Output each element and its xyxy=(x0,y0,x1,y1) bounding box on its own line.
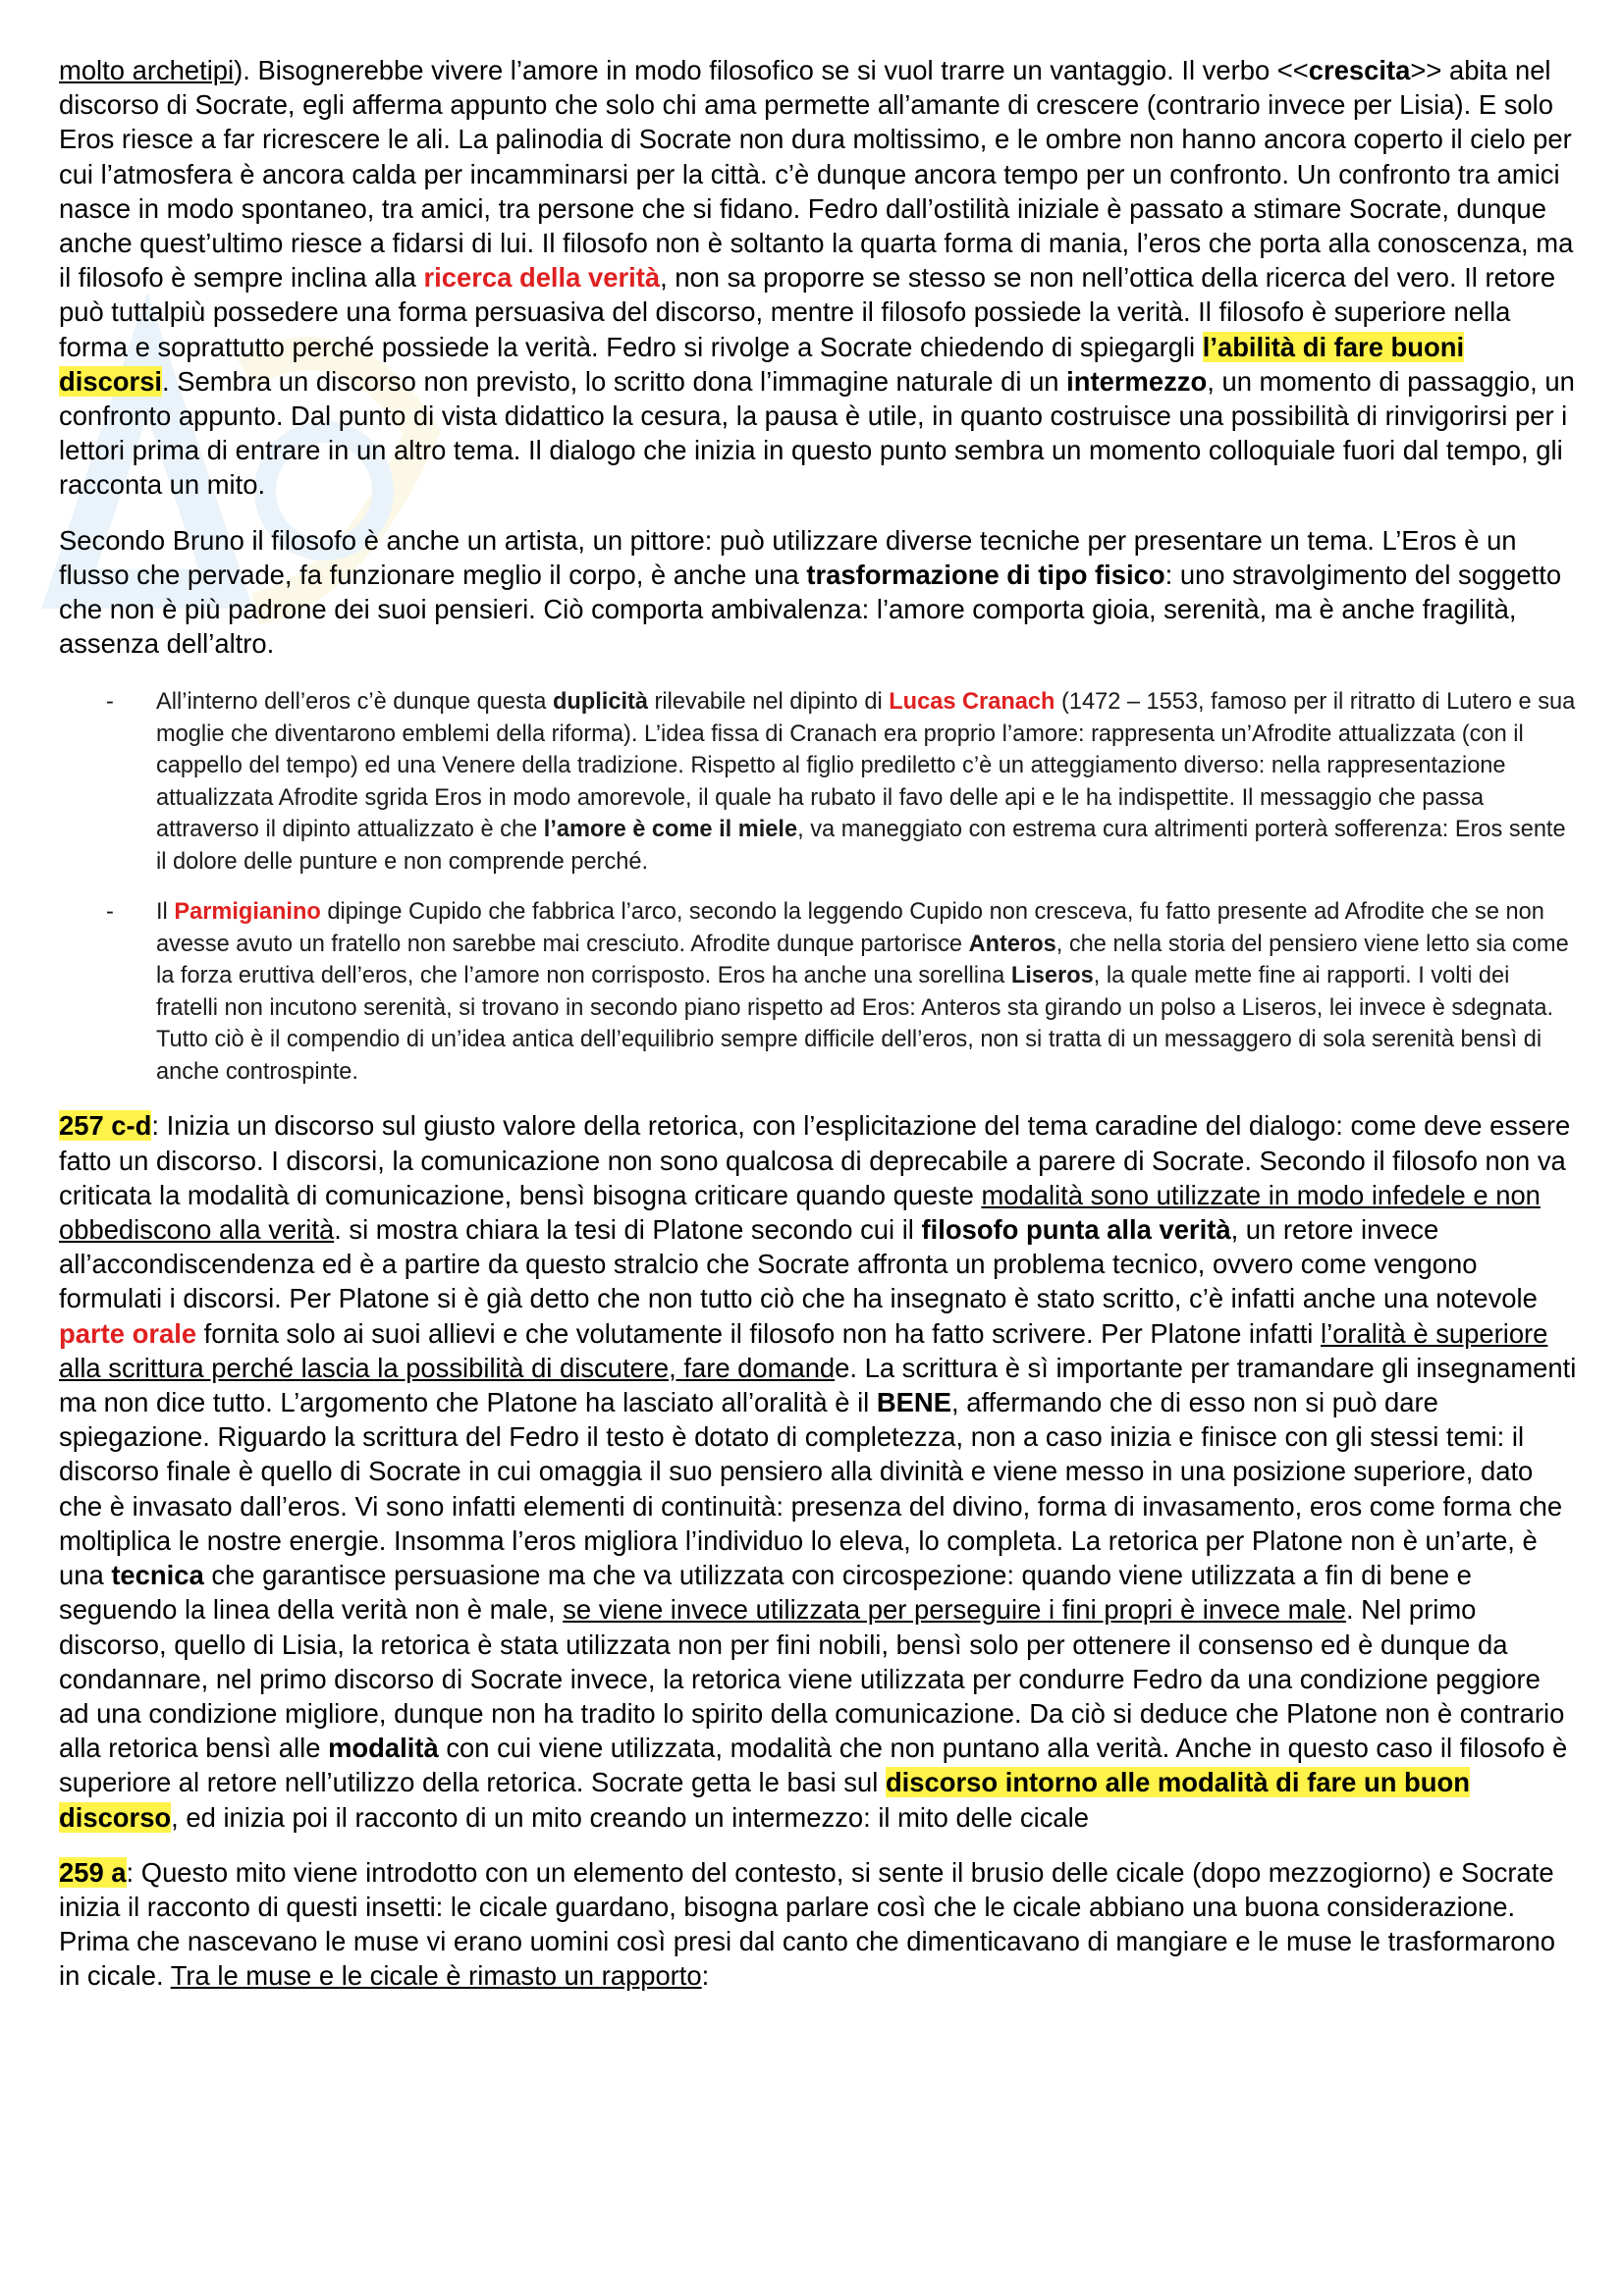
text-span: fornita solo ai suoi allievi e che volutamente il filosofo non ha fatto scrivere. Per Platone infatti xyxy=(196,1317,1321,1349)
text-span: : xyxy=(701,1960,710,1992)
text-span: , la quale mette fine ai rapporti. I volti dei fratelli non incutono serenità, si trovano in secondo piano rispetto ad Eros: Anteros sta girando un polso a Liseros, lei invece è sdegnata. Tutto ciò è il compendio di un’idea antica dell’equilibrio sempre difficile dell’eros, non si tratta di un messaggero di sola serenità bensì di anche controspinte. xyxy=(156,963,1554,1085)
highlighted-phrase: discorso intorno alle modalità di fare un buon discorso xyxy=(59,1767,1470,1833)
text-span: , non sa proporre se stesso se non nell’ottica della ricerca del vero. Il retore può tuttalpiù possedere una forma persuasiva del discorso, mentre il filosofo possiede la verità. Il filosofo è superiore nella forma e soprattutto perché possiede la verità. Fedro si rivolge a Socrate chiedendo di spiegargli xyxy=(59,262,1556,362)
bold-term: duplicità xyxy=(552,689,648,716)
text-span: dipinge Cupido che fabbrica l’arco, secondo la leggendo Cupido non cresceva, fu fatto presente ad Afrodite che se non avesse avuto un fratello non sarebbe mai cresciuto. Afrodite dunque partorisce xyxy=(156,899,1544,957)
document-page xyxy=(59,53,1577,1994)
text-span: Secondo Bruno il filosofo è anche un artista, un pittore: può utilizzare diverse tecniche per presentare un tema. L’Eros è un flusso che pervade, fa funzionare meglio il corpo, è anche una xyxy=(59,524,1517,590)
red-term: Parmigianino xyxy=(174,899,321,926)
bullet-item-parmigianino xyxy=(59,896,1577,1088)
bullet-item-cranach xyxy=(59,686,1577,878)
red-term: Lucas Cranach xyxy=(889,689,1055,716)
bold-term: intermezzo xyxy=(1066,365,1208,397)
text-span: con cui viene utilizzata, modalità che non puntano alla verità. Anche in questo caso il filosofo è superiore al retore nell’utilizzo della retorica. Socrate getta le basi sul xyxy=(59,1733,1568,1798)
text-span: , ed inizia poi il racconto di un mito creando un intermezzo: il mito delle cicale xyxy=(171,1801,1089,1833)
underlined-phrase: l’oralità è superiore alla scrittura perché lascia la possibilità di discutere, fare domand xyxy=(59,1317,1548,1383)
text-span: , affermando che di esso non si può dare spiegazione. Riguardo la scrittura del Fedro il testo è dotato di completezza, non a caso inizia e finisce con gli stessi temi: il discorso finale è quello di Socrate in cui omaggia il suo pensiero alla divinità e viene messo in una posizione superiore, dato che è invasato dall’eros. Vi sono infatti elementi di continuità: presenza del divino, forma di invasamento, eros come forma che moltiplica le nostre energie. Insomma l’eros migliora l’individuo lo eleva, lo completa. La retorica per Platone non è un’arte, è una xyxy=(59,1387,1563,1591)
paragraph-1 xyxy=(59,53,1577,503)
underlined-phrase: se viene invece utilizzata per perseguire i fini propri è invece male xyxy=(563,1594,1346,1626)
text-span: : Inizia un discorso sul giusto valore della retorica, con l’esplicitazione del tema caradine del dialogo: come deve essere fatto un discorso. I discorsi, la comunicazione non sono qualcosa di deprecabile a parere di Socrate. Secondo il filosofo non va criticata la modalità di comunicazione, bensì bisogna criticare quando queste xyxy=(59,1110,1571,1210)
bold-term: modalità xyxy=(328,1733,439,1764)
text-span: All’interno dell’eros c’è dunque questa xyxy=(156,689,553,716)
text-span: che garantisce persuasione ma che va utilizzata con circospezione: quando viene utilizzata a fin di bene e seguendo la linea della verità non è male, xyxy=(59,1560,1472,1626)
bold-term: crescita xyxy=(1308,55,1411,85)
paragraph-4 xyxy=(59,1855,1577,1994)
text-span: (1472 – 1553, famoso per il ritratto di Lutero e sua moglie che diventarono emblemi della riforma). L’idea fissa di Cranach era proprio l’amore: rappresenta un’Afrodite attualizzata (con il cappello del tempo) ed una Venere della tradizione. Rispetto al figlio prediletto c’è un atteggiamento diverso: nella rappresentazione attualizzata Afrodite sgrida Eros in modo amorevole, il quale ha rubato il favo delle api e le ha indispettite. Il messaggio che passa attraverso il dipinto attualizzato è che xyxy=(156,689,1576,843)
paragraph-2 xyxy=(59,523,1577,662)
text-span: . si mostra chiara la tesi di Platone secondo cui il xyxy=(334,1214,922,1246)
text-span: >> abita nel discorso di Socrate, egli afferma appunto che solo chi ama permette all’amante di crescere (contrario invece per Lisia). E solo Eros riesce a far ricrescere le ali. La palinodia di Socrate non dura moltissimo, e le ombre non hanno ancora coperto il cielo per cui l’atmosfera è ancora calda per incamminarsi per la città. c’è dunque ancora tempo per un confronto. Un confronto tra amici nasce in modo spontaneo, tra amici, tra persone che si fidano. Fedro dall’ostilità iniziale è passato a stimare Socrate, dunque anche quest’ultimo riesce a fidarsi di lui. Il filosofo non è soltanto la quarta forma di mania, l’eros che porta alla conoscenza, ma il filosofo è sempre inclina alla xyxy=(59,55,1574,294)
section-reference: 257 c-d xyxy=(59,1110,152,1142)
bold-term: BENE xyxy=(876,1387,951,1418)
text-span: , va maneggiato con estrema cura altrimenti porterà sofferenza: Eros sente il dolore delle punture e non comprende perché. xyxy=(156,817,1566,875)
section-reference: 259 a xyxy=(59,1856,127,1888)
text-span: , un momento di passaggio, un confronto appunto. Dal punto di vista didattico la cesura, la pausa è utile, in quanto costruisce una possibilità di rinvigorirsi per i lettori prima di entrare in un altro tema. Il dialogo che inizia in questo punto sembra un momento colloquiale fuori dal tempo, gli racconta un mito. xyxy=(59,365,1575,501)
underlined-phrase: Tra le muse e le cicale è rimasto un rapporto xyxy=(170,1960,702,1992)
text-span: molto archetipi xyxy=(59,55,235,85)
text-span: , che nella storia del pensiero viene letto sia come la forza eruttiva dell’eros, che l’amore non corrisposto. Eros ha anche una sorellina xyxy=(156,931,1569,989)
bullet-list xyxy=(59,686,1577,1088)
text-span: : Questo mito viene introdotto con un elemento del contesto, si sente il brusio delle cicale (dopo mezzogiorno) e Socrate inizia il racconto di questi insetti: le cicale guardano, bisogna parlare così che le cicale abbiano una buona considerazione. Prima che nascevano le muse vi erano uomini così presi dal canto che dimenticavano di mangiare e le muse le trasformarono in cicale. xyxy=(59,1856,1555,1992)
bold-term: Anteros xyxy=(968,931,1056,957)
bold-term: Liseros xyxy=(1010,963,1094,989)
text-span: rilevabile nel dipinto di xyxy=(648,689,890,716)
red-term: parte orale xyxy=(59,1317,197,1349)
bold-term: trasformazione di tipo fisico xyxy=(806,559,1165,590)
underlined-phrase: modalità sono utilizzate in modo infedele e non obbediscono alla verità xyxy=(59,1179,1541,1246)
text-span: : uno stravolgimento del soggetto che non è più padrone dei suoi pensieri. Ciò comporta ambivalenza: l’amore comporta gioia, serenità, ma è anche fragilità, assenza dell’altro. xyxy=(59,559,1562,660)
paragraph-3 xyxy=(59,1108,1577,1834)
text-span: . Sembra un discorso non previsto, lo scritto dona l’immagine naturale di un xyxy=(162,365,1067,397)
text-span: . Nel primo discorso, quello di Lisia, la retorica è stata utilizzata non per fini nobili, bensì solo per ottenere il consenso ed è dunque da condannare, nel primo discorso di Socrate invece, la retorica viene utilizzata per condurre Fedro da una condizione peggiore ad una condizione migliore, dunque non ha tradito lo spirito della comunicazione. Da ciò si deduce che Platone non è contrario alla retorica bensì alle xyxy=(59,1594,1565,1764)
text-span: Il xyxy=(156,899,175,926)
bold-term: tecnica xyxy=(111,1560,204,1591)
bold-term: filosofo punta alla verità xyxy=(921,1214,1231,1246)
red-term: ricerca della verità xyxy=(423,262,661,294)
text-span: ). Bisognerebbe vivere l’amore in modo filosofico se si vuol trarre un vantaggio. Il verbo << xyxy=(234,55,1309,85)
text-span: e. La scrittura è sì importante per tramandare gli insegnamenti ma non dice tutto. L’argomento che Platone ha lasciato all’oralità è il xyxy=(59,1352,1577,1418)
text-span: , un retore invece all’accondiscendenza ed è a partire da questo stralcio che Socrate affronta un problema tecnico, ovvero come vengono formulati i discorsi. Per Platone si è già detto che non tutto ciò che ha insegnato è stato scritto, c’è infatti anche una notevole xyxy=(59,1214,1538,1314)
bold-term: l’amore è come il miele xyxy=(543,817,798,843)
highlighted-phrase: l’abilità di fare buoni discorsi xyxy=(59,331,1465,397)
